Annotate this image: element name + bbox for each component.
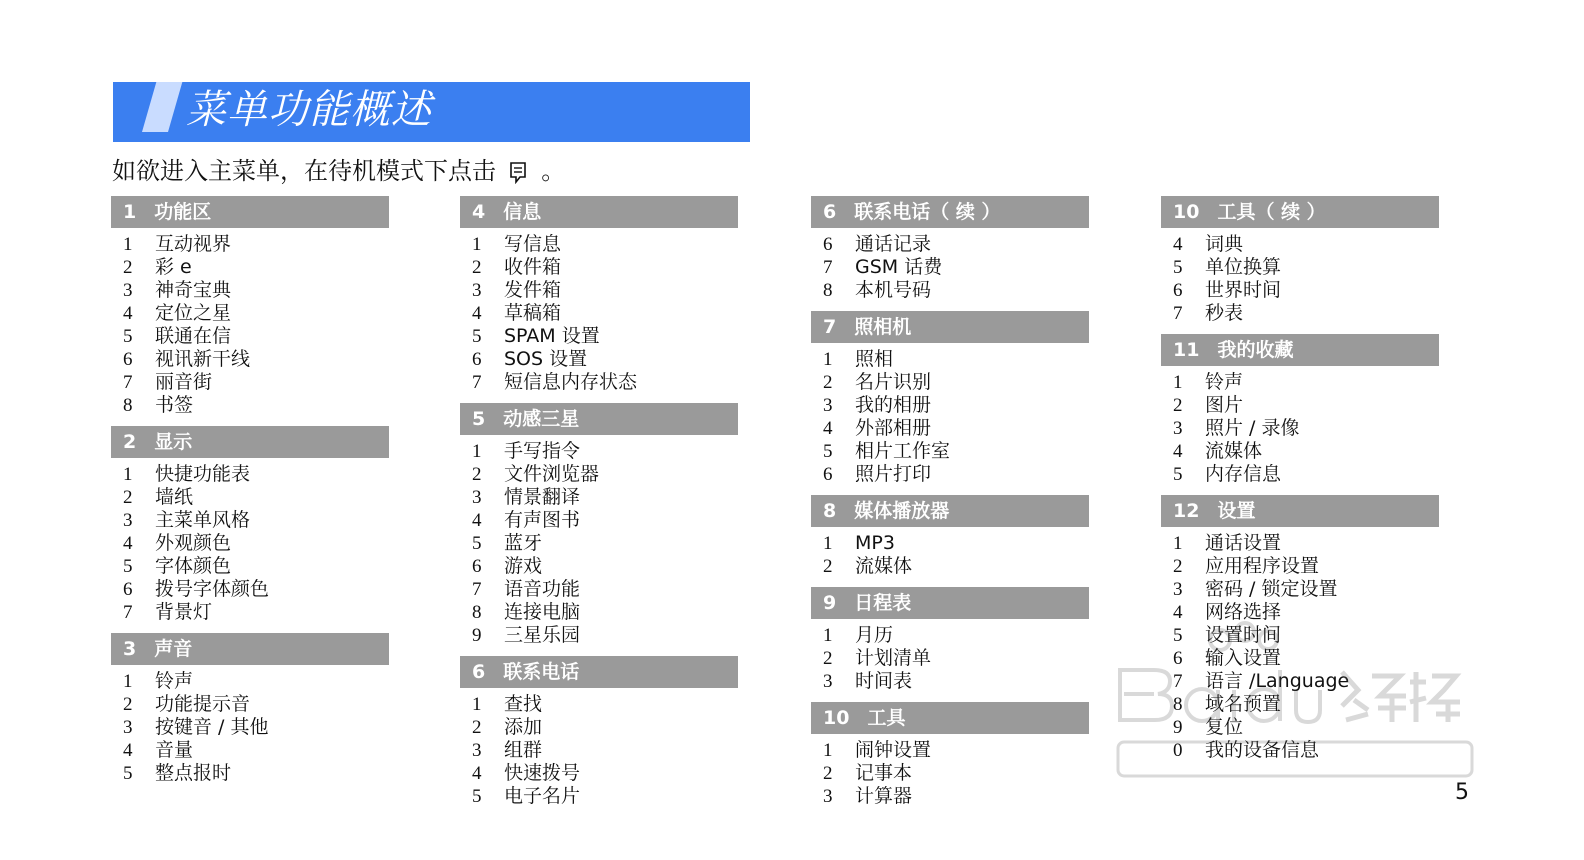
menu-item-number: 3 <box>123 717 133 738</box>
section-item-list <box>1161 233 1439 325</box>
section-item-list <box>111 670 389 785</box>
menu-item <box>111 463 389 486</box>
menu-item <box>811 647 1089 670</box>
menu-item-label: 内存信息 <box>1205 463 1282 485</box>
menu-item-label: 世界时间 <box>1205 279 1282 301</box>
section-number: 4 <box>472 201 486 223</box>
menu-item-label: 月历 <box>855 624 894 646</box>
menu-item-label: 主菜单风格 <box>155 509 251 531</box>
menu-item <box>1161 440 1439 463</box>
menu-item-number: 8 <box>472 602 482 623</box>
menu-item-number: 1 <box>1173 533 1183 554</box>
menu-item <box>111 578 389 601</box>
section-header <box>111 633 389 665</box>
menu-item-label: 秒表 <box>1205 302 1244 324</box>
section-header <box>811 702 1089 734</box>
menu-item-number: 5 <box>823 441 833 462</box>
menu-item-label: 时间表 <box>855 670 913 692</box>
menu-item-number: 4 <box>1173 602 1183 623</box>
menu-item-number: 2 <box>123 257 133 278</box>
section-title: 我的收藏 <box>1217 339 1294 361</box>
menu-item-label: 三星乐园 <box>504 624 581 646</box>
section-header <box>1161 495 1439 527</box>
menu-item <box>811 348 1089 371</box>
menu-item <box>1161 532 1439 555</box>
menu-item-label: 手写指令 <box>504 440 581 462</box>
menu-item-label: 快捷功能表 <box>155 463 251 485</box>
menu-item-label: MP3 <box>855 532 895 554</box>
menu-item-number: 1 <box>472 441 482 462</box>
menu-item-label: 单位换算 <box>1205 256 1282 278</box>
menu-item <box>111 348 389 371</box>
menu-item <box>460 256 738 279</box>
menu-item <box>111 693 389 716</box>
menu-item-label: 输入设置 <box>1205 647 1282 669</box>
menu-item-label: 照相 <box>855 348 894 370</box>
menu-item-number: 4 <box>472 763 482 784</box>
menu-item-number: 2 <box>472 464 482 485</box>
section-header <box>111 196 389 228</box>
menu-item <box>1161 279 1439 302</box>
menu-item-number: 7 <box>123 602 133 623</box>
menu-item-number: 4 <box>472 510 482 531</box>
section-header <box>1161 334 1439 366</box>
menu-item-number: 3 <box>472 280 482 301</box>
menu-item-number: 7 <box>1173 303 1183 324</box>
menu-item-label: 墙纸 <box>155 486 194 508</box>
menu-item-number: 6 <box>823 234 833 255</box>
section-title: 声音 <box>154 638 193 660</box>
section-number: 6 <box>823 201 837 223</box>
menu-item-label: 写信息 <box>504 233 562 255</box>
menu-item-label: 收件箱 <box>504 256 562 278</box>
menu-item <box>111 371 389 394</box>
menu-item-label: 拨号字体颜色 <box>155 578 270 600</box>
menu-item <box>811 279 1089 302</box>
menu-item-label: 闹钟设置 <box>855 739 932 761</box>
menu-item-label: 外观颜色 <box>155 532 232 554</box>
menu-item <box>1161 394 1439 417</box>
section-item-list <box>811 348 1089 486</box>
page-number: 5 <box>1455 780 1469 805</box>
menu-item <box>1161 555 1439 578</box>
menu-item-label: 流媒体 <box>1205 440 1263 462</box>
menu-item-label: 草稿箱 <box>504 302 562 324</box>
menu-item-number: 8 <box>823 280 833 301</box>
menu-item-number: 3 <box>1173 579 1183 600</box>
menu-item <box>460 233 738 256</box>
menu-item-number: 4 <box>823 418 833 439</box>
menu-item-label: 语言 /Language <box>1205 670 1350 692</box>
menu-item-label: 互动视界 <box>155 233 232 255</box>
menu-item-label: 通话记录 <box>855 233 932 255</box>
menu-item-number: 2 <box>472 257 482 278</box>
menu-item <box>1161 256 1439 279</box>
section-number: 3 <box>123 638 137 660</box>
menu-item-label: 电子名片 <box>504 785 581 807</box>
menu-item-label: 书签 <box>155 394 194 416</box>
menu-item-number: 3 <box>472 487 482 508</box>
section-number: 12 <box>1173 500 1200 522</box>
section-item-list <box>811 532 1089 578</box>
section-title: 工具（ 续 ） <box>1217 201 1326 223</box>
menu-item-label: 定位之星 <box>155 302 232 324</box>
section-header <box>1161 196 1439 228</box>
menu-item <box>811 739 1089 762</box>
menu-item-number: 2 <box>123 694 133 715</box>
menu-item <box>460 279 738 302</box>
menu-item-number: 1 <box>823 740 833 761</box>
menu-item-label: 添加 <box>504 716 543 738</box>
menu-item <box>460 463 738 486</box>
menu-item-label: 记事本 <box>855 762 913 784</box>
menu-item-number: 6 <box>472 349 482 370</box>
menu-item-label: GSM 话费 <box>855 256 943 278</box>
menu-item <box>1161 739 1439 762</box>
menu-key-icon <box>508 160 530 184</box>
menu-item-label: 相片工作室 <box>855 440 951 462</box>
menu-item <box>111 509 389 532</box>
page-title: 菜单功能概述 <box>186 87 432 133</box>
menu-item <box>1161 647 1439 670</box>
section-number: 10 <box>1173 201 1200 223</box>
menu-item <box>811 371 1089 394</box>
menu-item-number: 2 <box>823 763 833 784</box>
menu-item <box>111 256 389 279</box>
section-header <box>811 311 1089 343</box>
menu-item-number: 7 <box>823 257 833 278</box>
menu-item <box>111 555 389 578</box>
section-header <box>811 587 1089 619</box>
menu-item-number: 6 <box>1173 648 1183 669</box>
menu-item-label: 计算器 <box>855 785 913 807</box>
menu-item-number: 2 <box>823 372 833 393</box>
menu-item <box>1161 302 1439 325</box>
intro-text <box>112 154 565 188</box>
section-title: 媒体播放器 <box>854 500 950 522</box>
menu-item-number: 5 <box>1173 464 1183 485</box>
menu-item-number: 2 <box>823 556 833 577</box>
menu-item-label: 情景翻译 <box>504 486 581 508</box>
section-number: 6 <box>472 661 486 683</box>
menu-item-number: 3 <box>823 395 833 416</box>
menu-item-number: 7 <box>1173 671 1183 692</box>
menu-item-number: 1 <box>123 671 133 692</box>
menu-item-label: 铃声 <box>1205 371 1244 393</box>
menu-item-number: 5 <box>123 326 133 347</box>
menu-item-number: 7 <box>472 579 482 600</box>
menu-column-2 <box>460 196 738 817</box>
menu-item-label: 词典 <box>1205 233 1244 255</box>
menu-item <box>811 440 1089 463</box>
menu-item-label: 域名预置 <box>1205 693 1282 715</box>
section-number: 2 <box>123 431 137 453</box>
menu-item <box>811 417 1089 440</box>
menu-item-label: 密码 / 锁定设置 <box>1205 578 1338 600</box>
menu-item <box>811 256 1089 279</box>
menu-item <box>460 693 738 716</box>
menu-item <box>1161 578 1439 601</box>
menu-item-label: 复位 <box>1205 716 1244 738</box>
section-item-list <box>1161 371 1439 486</box>
menu-item-label: 计划清单 <box>855 647 932 669</box>
menu-item <box>460 509 738 532</box>
menu-item-label: 网络选择 <box>1205 601 1282 623</box>
menu-item-label: 通话设置 <box>1205 532 1282 554</box>
menu-item-number: 1 <box>1173 372 1183 393</box>
menu-item-number: 2 <box>123 487 133 508</box>
menu-item-label: 我的相册 <box>855 394 932 416</box>
menu-item-label: SPAM 设置 <box>504 325 600 347</box>
section-item-list <box>111 233 389 417</box>
menu-item-number: 2 <box>1173 556 1183 577</box>
section-number: 11 <box>1173 339 1200 361</box>
menu-item <box>111 486 389 509</box>
menu-item-label: 外部相册 <box>855 417 932 439</box>
section-number: 7 <box>823 316 837 338</box>
menu-item <box>111 302 389 325</box>
menu-item-label: 快速拨号 <box>504 762 581 784</box>
menu-item <box>111 394 389 417</box>
menu-item-label: 连接电脑 <box>504 601 581 623</box>
section-header <box>460 403 738 435</box>
menu-item-number: 2 <box>823 648 833 669</box>
section-header <box>111 426 389 458</box>
section-title: 照相机 <box>854 316 912 338</box>
menu-item <box>811 624 1089 647</box>
menu-item <box>460 601 738 624</box>
intro-after-icon: 。 <box>541 157 566 185</box>
section-item-list <box>811 739 1089 808</box>
menu-item <box>811 233 1089 256</box>
menu-item <box>111 716 389 739</box>
menu-item <box>460 532 738 555</box>
menu-item-label: 神奇宝典 <box>155 279 232 301</box>
section-number: 10 <box>823 707 850 729</box>
menu-item-number: 1 <box>472 234 482 255</box>
menu-item <box>460 325 738 348</box>
menu-column-4 <box>1161 196 1439 771</box>
menu-item <box>1161 624 1439 647</box>
menu-item-label: 铃声 <box>155 670 194 692</box>
menu-item <box>811 762 1089 785</box>
menu-item <box>111 670 389 693</box>
menu-item-label: 有声图书 <box>504 509 581 531</box>
menu-item-label: 我的设备信息 <box>1205 739 1320 761</box>
menu-item <box>460 624 738 647</box>
menu-item-label: 文件浏览器 <box>504 463 600 485</box>
menu-item <box>460 348 738 371</box>
menu-item <box>811 463 1089 486</box>
menu-item-number: 2 <box>1173 395 1183 416</box>
menu-item-number: 4 <box>123 533 133 554</box>
menu-item <box>1161 417 1439 440</box>
section-header <box>460 196 738 228</box>
menu-item-label: 名片识别 <box>855 371 932 393</box>
menu-item <box>1161 463 1439 486</box>
menu-item <box>460 739 738 762</box>
menu-item-number: 1 <box>823 533 833 554</box>
menu-item <box>111 325 389 348</box>
menu-item <box>811 555 1089 578</box>
menu-item-label: 照片打印 <box>855 463 932 485</box>
menu-item-label: 功能提示音 <box>155 693 251 715</box>
section-title: 联系电话 <box>503 661 580 683</box>
menu-item <box>811 532 1089 555</box>
menu-item-number: 4 <box>123 303 133 324</box>
menu-item-number: 2 <box>472 717 482 738</box>
menu-item-label: 彩 e <box>155 256 192 278</box>
menu-item-number: 5 <box>1173 257 1183 278</box>
menu-item <box>460 440 738 463</box>
menu-item-number: 5 <box>472 326 482 347</box>
menu-item-label: 音量 <box>155 739 194 761</box>
menu-item-number: 8 <box>1173 694 1183 715</box>
menu-column-3 <box>811 196 1089 817</box>
menu-item-label: 图片 <box>1205 394 1244 416</box>
menu-item-number: 4 <box>472 303 482 324</box>
section-item-list <box>1161 532 1439 762</box>
menu-item <box>1161 693 1439 716</box>
menu-item-number: 1 <box>823 349 833 370</box>
menu-item-label: 背景灯 <box>155 601 213 623</box>
menu-item-label: 联通在信 <box>155 325 232 347</box>
menu-item-label: 游戏 <box>504 555 543 577</box>
section-item-list <box>460 233 738 394</box>
section-item-list <box>811 624 1089 693</box>
menu-item <box>460 716 738 739</box>
section-title: 工具 <box>867 707 906 729</box>
section-header <box>811 196 1089 228</box>
menu-item-number: 3 <box>1173 418 1183 439</box>
menu-item-number: 6 <box>123 349 133 370</box>
menu-item-label: 组群 <box>504 739 543 761</box>
section-title: 设置 <box>1217 500 1256 522</box>
menu-item-label: 丽音街 <box>155 371 213 393</box>
menu-item <box>111 233 389 256</box>
menu-item <box>1161 670 1439 693</box>
menu-item-label: 照片 / 录像 <box>1205 417 1300 439</box>
section-item-list <box>460 693 738 808</box>
menu-item-label: 视讯新干线 <box>155 348 251 370</box>
menu-column-1 <box>111 196 389 794</box>
menu-item-number: 5 <box>123 763 133 784</box>
menu-item-number: 3 <box>472 740 482 761</box>
menu-item-number: 4 <box>123 740 133 761</box>
menu-item <box>111 739 389 762</box>
section-title: 信息 <box>503 201 542 223</box>
section-header <box>811 495 1089 527</box>
menu-item <box>111 279 389 302</box>
menu-item-label: 流媒体 <box>855 555 913 577</box>
menu-item <box>460 302 738 325</box>
menu-item <box>811 785 1089 808</box>
section-item-list <box>111 463 389 624</box>
section-number: 8 <box>823 500 837 522</box>
menu-item <box>811 670 1089 693</box>
menu-item-label: 应用程序设置 <box>1205 555 1320 577</box>
intro-before-icon: 如欲进入主菜单，在待机模式下点击 <box>112 157 496 185</box>
menu-item <box>460 486 738 509</box>
section-title: 显示 <box>154 431 193 453</box>
menu-item-number: 1 <box>823 625 833 646</box>
menu-item <box>460 578 738 601</box>
section-title: 日程表 <box>854 592 912 614</box>
menu-item-number: 9 <box>1173 717 1183 738</box>
section-number: 9 <box>823 592 837 614</box>
menu-item-number: 3 <box>823 786 833 807</box>
menu-item-number: 3 <box>123 280 133 301</box>
section-title: 功能区 <box>154 201 212 223</box>
menu-item-label: 短信息内存状态 <box>504 371 638 393</box>
menu-item-number: 5 <box>1173 625 1183 646</box>
menu-item-label: 发件箱 <box>504 279 562 301</box>
menu-item <box>460 762 738 785</box>
menu-item-number: 6 <box>823 464 833 485</box>
menu-item <box>460 785 738 808</box>
menu-item-number: 7 <box>472 372 482 393</box>
menu-item-label: SOS 设置 <box>504 348 588 370</box>
menu-item-label: 本机号码 <box>855 279 932 301</box>
menu-item-number: 0 <box>1173 740 1183 761</box>
section-item-list <box>460 440 738 647</box>
menu-item <box>1161 716 1439 739</box>
menu-item <box>111 601 389 624</box>
menu-item-number: 5 <box>472 786 482 807</box>
section-header <box>460 656 738 688</box>
menu-item-number: 4 <box>1173 234 1183 255</box>
menu-item-number: 5 <box>123 556 133 577</box>
menu-item <box>1161 233 1439 256</box>
menu-item-number: 5 <box>472 533 482 554</box>
menu-item <box>111 532 389 555</box>
menu-item-number: 6 <box>123 579 133 600</box>
menu-item-number: 8 <box>123 395 133 416</box>
menu-item-number: 4 <box>1173 441 1183 462</box>
menu-item-number: 9 <box>472 625 482 646</box>
section-item-list <box>811 233 1089 302</box>
menu-item <box>460 555 738 578</box>
menu-item <box>460 371 738 394</box>
menu-item-label: 语音功能 <box>504 578 581 600</box>
menu-item-number: 6 <box>1173 280 1183 301</box>
menu-item-number: 1 <box>123 234 133 255</box>
section-number: 1 <box>123 201 137 223</box>
menu-item-label: 字体颜色 <box>155 555 232 577</box>
menu-item-number: 1 <box>123 464 133 485</box>
menu-item-label: 设置时间 <box>1205 624 1282 646</box>
menu-item <box>1161 601 1439 624</box>
menu-item <box>1161 371 1439 394</box>
menu-item-label: 整点报时 <box>155 762 232 784</box>
menu-item <box>111 762 389 785</box>
menu-item-number: 6 <box>472 556 482 577</box>
menu-item-label: 按键音 / 其他 <box>155 716 269 738</box>
menu-item-label: 蓝牙 <box>504 532 543 554</box>
menu-item-label: 查找 <box>504 693 543 715</box>
section-number: 5 <box>472 408 486 430</box>
menu-item <box>811 394 1089 417</box>
menu-item-number: 3 <box>123 510 133 531</box>
section-title: 动感三星 <box>503 408 580 430</box>
menu-item-number: 3 <box>823 671 833 692</box>
section-title: 联系电话（ 续 ） <box>854 201 1001 223</box>
menu-item-number: 7 <box>123 372 133 393</box>
menu-item-number: 1 <box>472 694 482 715</box>
